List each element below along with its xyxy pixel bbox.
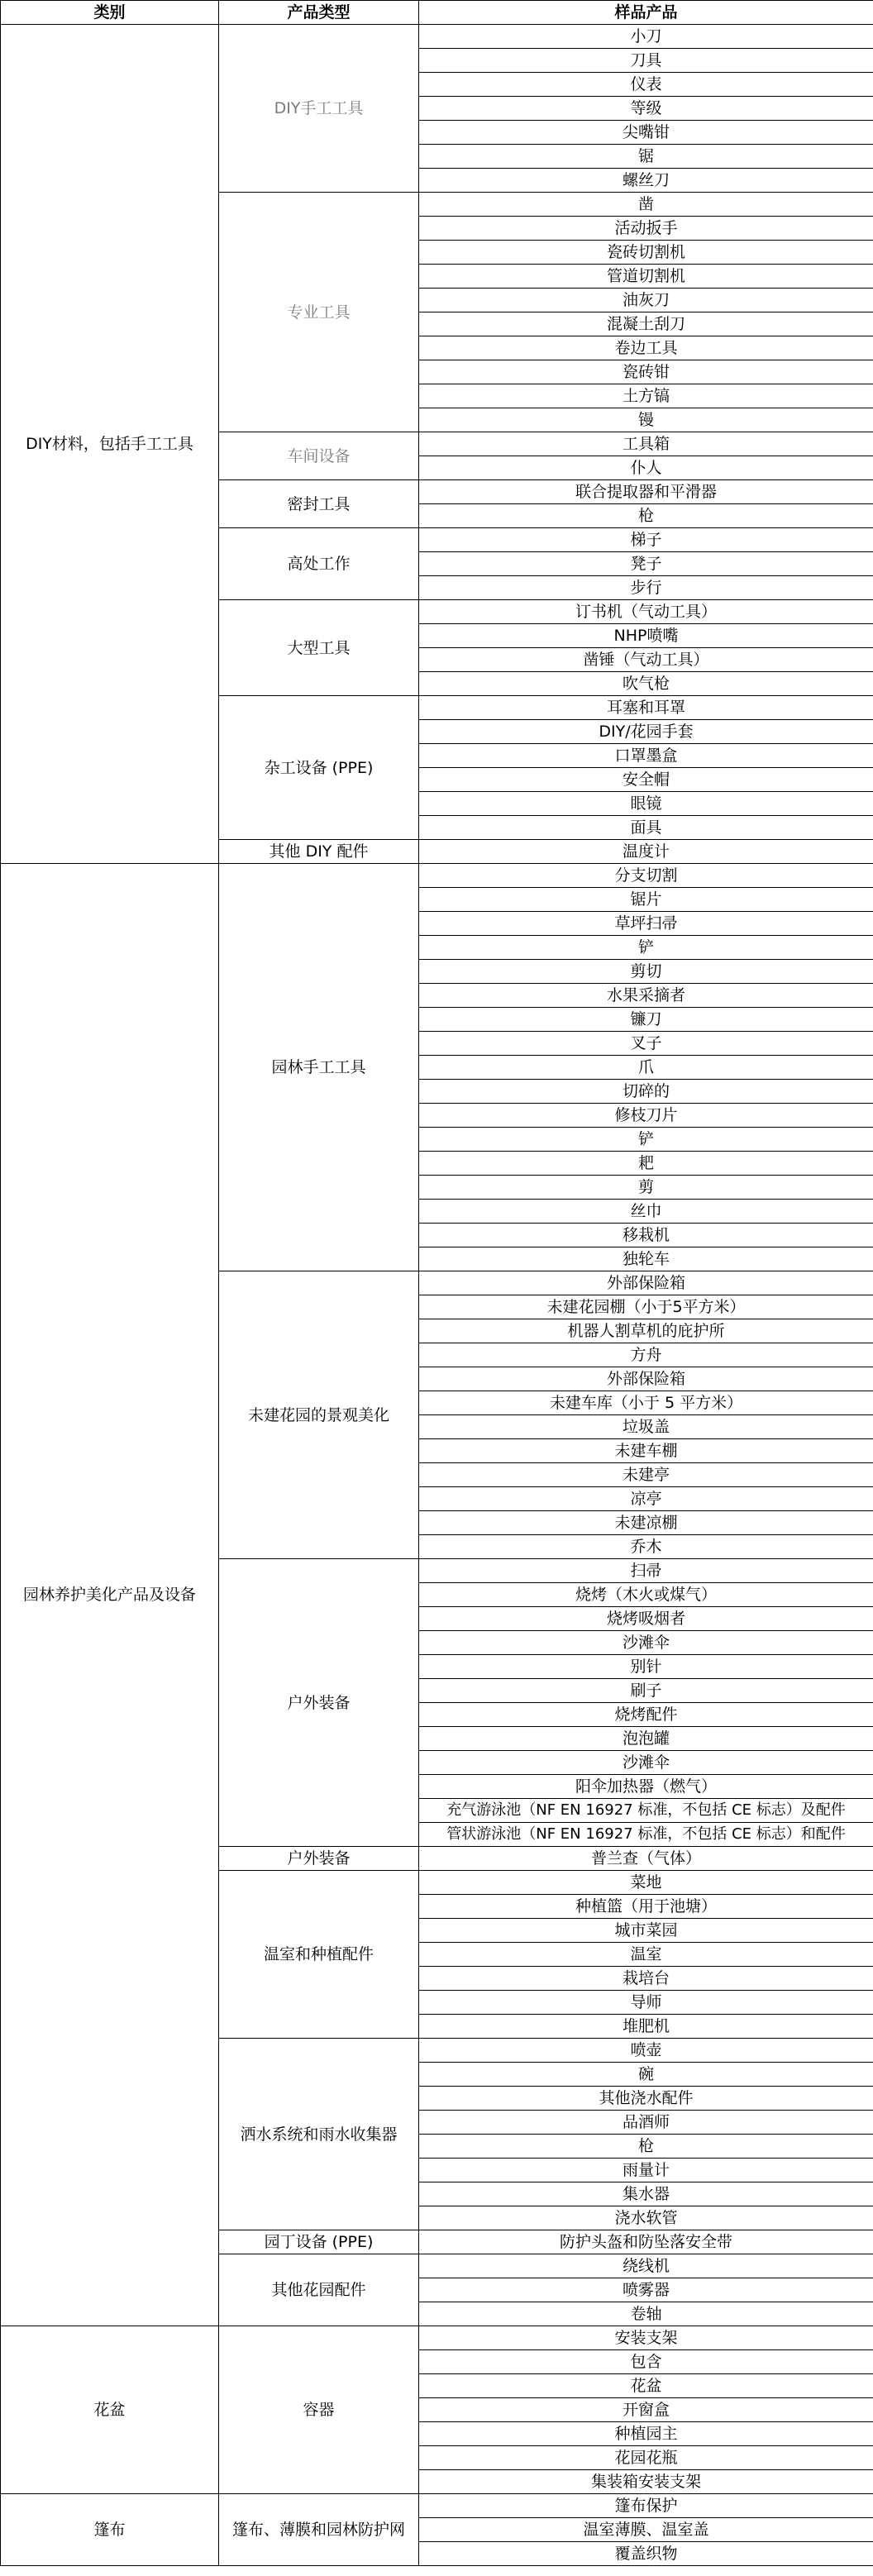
sample-product-cell: 普兰查（气体） — [419, 1847, 873, 1871]
sample-product-cell: 品酒师 — [419, 2111, 873, 2135]
sample-product-cell: 温室薄膜、温室盖 — [419, 2518, 873, 2542]
product-type-cell: 园丁设备 (PPE) — [219, 2230, 419, 2254]
sample-product-cell: 瓷砖切割机 — [419, 241, 873, 265]
sample-product-cell: 覆盖织物 — [419, 2542, 873, 2566]
sample-product-cell: 等级 — [419, 97, 873, 121]
sample-product-cell: 开窗盒 — [419, 2398, 873, 2422]
sample-product-cell: 碗 — [419, 2063, 873, 2087]
sample-product-cell: 喷壶 — [419, 2039, 873, 2063]
sample-product-cell: 吹气枪 — [419, 672, 873, 696]
sample-product-cell: 喷雾器 — [419, 2278, 873, 2302]
category-cell: 花盆 — [1, 2326, 219, 2494]
sample-product-cell: 铲 — [419, 1128, 873, 1152]
sample-product-cell: 枪 — [419, 2135, 873, 2159]
sample-product-cell: 枪 — [419, 504, 873, 528]
sample-product-cell: 卷轴 — [419, 2302, 873, 2326]
category-cell: 园林养护美化产品及设备 — [1, 864, 219, 2326]
sample-product-cell: 凉亭 — [419, 1487, 873, 1511]
sample-product-cell: 菜地 — [419, 1871, 873, 1895]
sample-product-cell: 工具箱 — [419, 432, 873, 456]
sample-product-cell: 小刀 — [419, 25, 873, 49]
sample-product-cell: 叉子 — [419, 1032, 873, 1056]
sample-product-cell: NHP喷嘴 — [419, 624, 873, 648]
sample-product-cell: 水果采摘者 — [419, 984, 873, 1008]
sample-product-cell: 草坪扫帚 — [419, 912, 873, 936]
sample-product-cell: 花园花瓶 — [419, 2446, 873, 2470]
product-type-cell: 户外装备 — [219, 1847, 419, 1871]
sample-product-cell: 订书机（气动工具） — [419, 600, 873, 624]
sample-product-cell: 口罩墨盒 — [419, 744, 873, 768]
sample-product-cell: 温度计 — [419, 840, 873, 864]
sample-product-cell: 外部保险箱 — [419, 1271, 873, 1295]
product-type-cell: DIY手工工具 — [219, 25, 419, 193]
sample-product-cell: 栽培台 — [419, 1967, 873, 1991]
sample-product-cell: 修枝刀片 — [419, 1104, 873, 1128]
sample-product-cell: 雨量计 — [419, 2159, 873, 2182]
sample-product-cell: 温室 — [419, 1943, 873, 1967]
category-cell: 篷布 — [1, 2494, 219, 2566]
header-sample-products: 样品产品 — [419, 1, 873, 25]
table-row — [1, 864, 873, 888]
sample-product-cell: 活动扳手 — [419, 217, 873, 241]
sample-product-cell: 其他浇水配件 — [419, 2087, 873, 2111]
sample-product-cell: 充气游泳池（NF EN 16927 标准，不包括 CE 标志）及配件 — [419, 1799, 873, 1823]
sample-product-cell: 切碎的 — [419, 1080, 873, 1104]
sample-product-cell: 耙 — [419, 1152, 873, 1176]
sample-product-cell: 镰刀 — [419, 1008, 873, 1032]
sample-product-cell: 梯子 — [419, 528, 873, 552]
sample-product-cell: 扫帚 — [419, 1559, 873, 1583]
sample-product-cell: 包含 — [419, 2350, 873, 2374]
sample-product-cell: 刷子 — [419, 1679, 873, 1703]
sample-product-cell: 外部保险箱 — [419, 1367, 873, 1391]
sample-product-cell: 安全帽 — [419, 768, 873, 792]
sample-product-cell: 仆人 — [419, 456, 873, 480]
sample-product-cell: 未建凉棚 — [419, 1511, 873, 1535]
sample-product-cell: 烧烤配件 — [419, 1703, 873, 1727]
sample-product-cell: 眼镜 — [419, 792, 873, 816]
table-row — [1, 25, 873, 49]
sample-product-cell: 未建车库（小于 5 平方米） — [419, 1391, 873, 1415]
sample-product-cell: 螺丝刀 — [419, 169, 873, 193]
sample-product-cell: 铲 — [419, 936, 873, 960]
sample-product-cell: 城市菜园 — [419, 1919, 873, 1943]
sample-product-cell: 剪切 — [419, 960, 873, 984]
sample-product-cell: 未建花园棚（小于5平方米） — [419, 1295, 873, 1319]
sample-product-cell: 垃圾盖 — [419, 1415, 873, 1439]
product-type-cell: 杂工设备 (PPE) — [219, 696, 419, 840]
sample-product-cell: 管道切割机 — [419, 265, 873, 289]
sample-product-cell: 土方镐 — [419, 384, 873, 408]
sample-product-cell: 篷布保护 — [419, 2494, 873, 2518]
sample-product-cell: 仪表 — [419, 73, 873, 97]
sample-product-cell: 绕线机 — [419, 2254, 873, 2278]
sample-product-cell: 镘 — [419, 408, 873, 432]
sample-product-cell: 联合提取器和平滑器 — [419, 480, 873, 504]
sample-product-cell: 机器人割草机的庇护所 — [419, 1319, 873, 1343]
product-type-cell: 户外装备 — [219, 1559, 419, 1847]
header-row — [1, 1, 873, 25]
sample-product-cell: 凳子 — [419, 552, 873, 576]
product-type-cell: 篷布、薄膜和园林防护网 — [219, 2494, 419, 2566]
sample-product-cell: 卷边工具 — [419, 336, 873, 360]
header-category: 类别 — [1, 1, 219, 25]
category-cell: DIY材料，包括手工工具 — [1, 25, 219, 864]
sample-product-cell: 烧烤（木火或煤气） — [419, 1583, 873, 1607]
product-type-cell: 未建花园的景观美化 — [219, 1271, 419, 1559]
sample-product-cell: 堆肥机 — [419, 2015, 873, 2039]
product-type-cell: 温室和种植配件 — [219, 1871, 419, 2039]
sample-product-cell: 沙滩伞 — [419, 1751, 873, 1775]
sample-product-cell: 刀具 — [419, 49, 873, 73]
sample-product-cell: 乔木 — [419, 1535, 873, 1559]
sample-product-cell: 浇水软管 — [419, 2206, 873, 2230]
sample-product-cell: 集装箱安装支架 — [419, 2470, 873, 2494]
sample-product-cell: 未建车棚 — [419, 1439, 873, 1463]
sample-product-cell: 别针 — [419, 1655, 873, 1679]
sample-product-cell: DIY/花园手套 — [419, 720, 873, 744]
sample-product-cell: 防护头盔和防坠落安全带 — [419, 2230, 873, 2254]
sample-product-cell: 爪 — [419, 1056, 873, 1080]
sample-product-cell: 混凝土刮刀 — [419, 312, 873, 336]
table-row — [1, 2326, 873, 2350]
sample-product-cell: 步行 — [419, 576, 873, 600]
sample-product-cell: 耳塞和耳罩 — [419, 696, 873, 720]
sample-product-cell: 导师 — [419, 1991, 873, 2015]
table-body — [1, 25, 873, 2566]
table-row — [1, 2494, 873, 2518]
product-type-cell: 高处工作 — [219, 528, 419, 600]
sample-product-cell: 移栽机 — [419, 1224, 873, 1247]
product-type-cell: 专业工具 — [219, 193, 419, 432]
sample-product-cell: 面具 — [419, 816, 873, 840]
sample-product-cell: 烧烤吸烟者 — [419, 1607, 873, 1631]
sample-product-cell: 管状游泳池（NF EN 16927 标准，不包括 CE 标志）和配件 — [419, 1823, 873, 1847]
sample-product-cell: 种植园主 — [419, 2422, 873, 2446]
product-type-cell: 密封工具 — [219, 480, 419, 528]
product-type-cell: 其他花园配件 — [219, 2254, 419, 2326]
sample-product-cell: 锯片 — [419, 888, 873, 912]
sample-product-cell: 泡泡罐 — [419, 1727, 873, 1751]
sample-product-cell: 油灰刀 — [419, 289, 873, 312]
sample-product-cell: 锯 — [419, 145, 873, 169]
sample-product-cell: 凿锤（气动工具） — [419, 648, 873, 672]
sample-product-cell: 种植篮（用于池塘） — [419, 1895, 873, 1919]
product-type-cell: 容器 — [219, 2326, 419, 2494]
sample-product-cell: 未建亭 — [419, 1463, 873, 1487]
sample-product-cell: 尖嘴钳 — [419, 121, 873, 145]
sample-product-cell: 剪 — [419, 1176, 873, 1200]
product-type-cell: 洒水系统和雨水收集器 — [219, 2039, 419, 2230]
sample-product-cell: 阳伞加热器（燃气） — [419, 1775, 873, 1799]
product-type-cell: 其他 DIY 配件 — [219, 840, 419, 864]
header-product-type: 产品类型 — [219, 1, 419, 25]
sample-product-cell: 方舟 — [419, 1343, 873, 1367]
sample-product-cell: 分支切割 — [419, 864, 873, 888]
sample-product-cell: 独轮车 — [419, 1247, 873, 1271]
sample-product-cell: 凿 — [419, 193, 873, 217]
sample-product-cell: 集水器 — [419, 2182, 873, 2206]
sample-product-cell: 安装支架 — [419, 2326, 873, 2350]
sample-product-cell: 花盆 — [419, 2374, 873, 2398]
product-type-cell: 园林手工工具 — [219, 864, 419, 1271]
product-type-cell: 大型工具 — [219, 600, 419, 696]
sample-product-cell: 丝巾 — [419, 1200, 873, 1224]
product-type-cell: 车间设备 — [219, 432, 419, 480]
sample-product-cell: 沙滩伞 — [419, 1631, 873, 1655]
sample-product-cell: 瓷砖钳 — [419, 360, 873, 384]
